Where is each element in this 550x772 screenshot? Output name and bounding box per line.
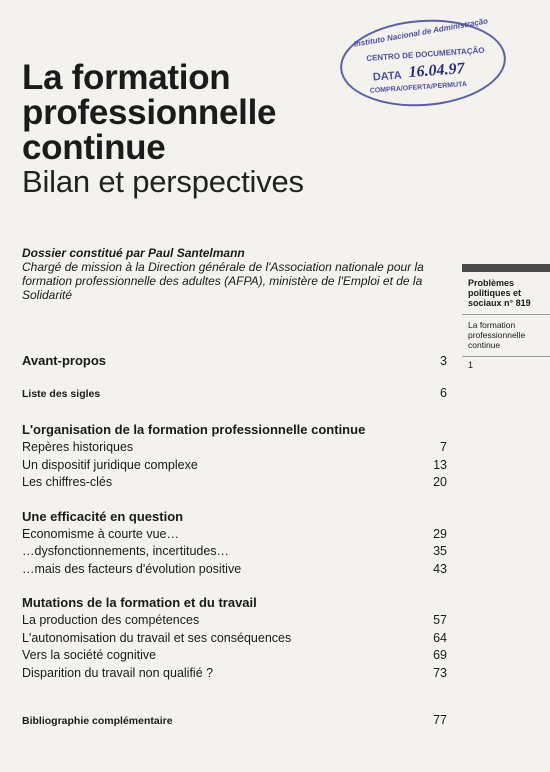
title-line-1: La formation (22, 58, 231, 97)
toc-label: Avant-propos (22, 353, 107, 368)
toc-page: 73 (433, 665, 447, 680)
toc-page: 57 (433, 613, 447, 627)
toc-label: Vers la société cognitive (22, 648, 157, 662)
toc-label: La production des compétences (22, 613, 200, 627)
toc-page: 6 (440, 385, 447, 400)
toc-page: 77 (433, 713, 447, 727)
toc-section-1 (22, 421, 447, 492)
toc-entry[interactable] (22, 474, 447, 492)
title-line-3: continue (22, 128, 166, 167)
toc-page: 7 (440, 440, 447, 454)
sidebar-bar (462, 264, 550, 272)
toc-bibliographie[interactable] (22, 712, 447, 731)
series-sidebar (462, 264, 550, 370)
subtitle: Bilan et perspectives (22, 164, 304, 199)
toc-avant-propos[interactable] (22, 352, 447, 371)
toc-page: 35 (433, 544, 447, 558)
toc-page: 13 (433, 457, 447, 472)
title-line-2: professionnelle (22, 93, 277, 132)
toc-entry[interactable] (22, 457, 447, 475)
series-topic: La formation professionnelle continue (462, 315, 550, 357)
stamp-acquisition: COMPRA/OFERTA/PERMUTA (369, 80, 468, 95)
toc-label: L'autonomisation du travail et ses conséquences (22, 630, 292, 645)
page-number: 1 (468, 360, 474, 370)
toc-page: 20 (433, 475, 447, 489)
stamp-center: CENTRO DE DOCUMENTAÇÃO (365, 45, 485, 63)
toc-entry[interactable] (22, 543, 447, 561)
toc-label: Les chiffres-clés (22, 475, 113, 489)
table-of-contents (22, 352, 447, 731)
toc-page: 64 (433, 630, 447, 645)
toc-page: 3 (440, 354, 447, 368)
toc-entry[interactable] (22, 561, 447, 579)
toc-section-2 (22, 508, 447, 579)
toc-label: …dysfonctionnements, incertitudes… (22, 544, 230, 558)
toc-entry[interactable] (22, 439, 447, 457)
toc-label: Economisme à courte vue… (22, 526, 180, 541)
toc-section-title: Une efficacité en question (22, 508, 184, 524)
series-name: Problèmes politiques et sociaux n° 819 (462, 272, 550, 315)
toc-entry[interactable] (22, 612, 447, 630)
toc-label: Un dispositif juridique complexe (22, 457, 198, 472)
author-name: Dossier constitué par Paul Santelmann (22, 246, 245, 260)
toc-section-title: Mutations de la formation et du travail (22, 595, 257, 610)
author-block (22, 246, 452, 302)
toc-entry[interactable] (22, 665, 447, 683)
toc-entry[interactable] (22, 647, 447, 665)
toc-page: 69 (433, 648, 447, 662)
toc-label: …mais des facteurs d'évolution positive (22, 561, 242, 576)
stamp-date-value: 16.04.97 (408, 60, 466, 82)
toc-sigles[interactable] (22, 385, 447, 404)
toc-entry[interactable] (22, 526, 447, 544)
toc-entry[interactable] (22, 630, 447, 648)
toc-label: Disparition du travail non qualifié ? (22, 665, 214, 680)
toc-section-3 (22, 594, 447, 682)
author-role: Chargé de mission à la Direction générale de l'Association nationale pour la formation professionnelle des adultes (AFPA), ministère de l'Emploi et de la Solidarité (22, 260, 424, 302)
stamp-date-label: DATA (372, 69, 403, 84)
toc-label: Repères historiques (22, 440, 134, 454)
toc-section-title: L'organisation de la formation professionnelle continue (22, 422, 366, 437)
toc-label: Liste des sigles (22, 387, 101, 400)
stamp-institute: Instituto Nacional de Administração (353, 16, 489, 49)
toc-page: 29 (433, 526, 447, 541)
toc-page: 43 (433, 561, 447, 576)
toc-label: Bibliographie complémentaire (22, 715, 173, 727)
